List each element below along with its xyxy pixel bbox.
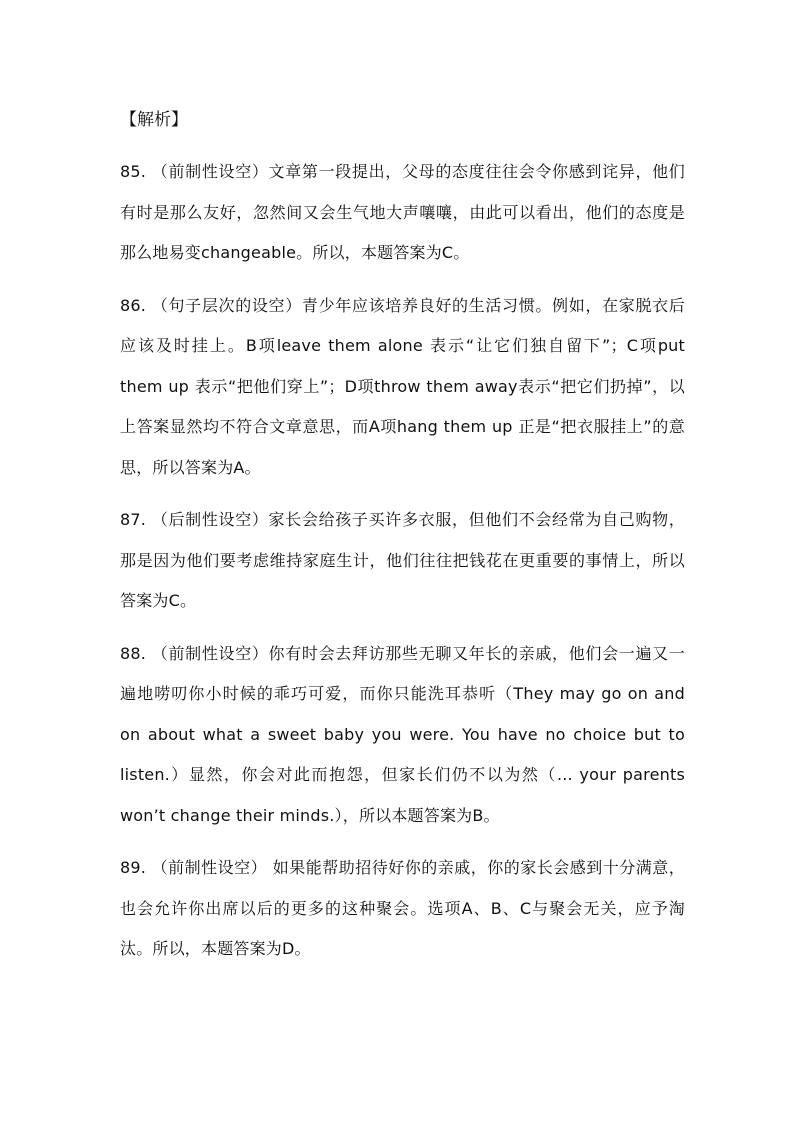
paragraph-85: 85. （前制性设空）文章第一段提出，父母的态度往往会令你感到诧异，他们有时是那么友好，忽然间又会生气地大声嚷嚷，由此可以看出，他们的态度是那么地易变changeable。所以，本题答案为C。 [120, 162, 685, 262]
analysis-heading: 【解析】 [120, 110, 188, 130]
paragraph-89: 89. （前制性设空） 如果能帮助招待好你的亲戚，你的家长会感到十分满意，也会允许你出席以后的更多的这种聚会。选项A、B、C与聚会无关，应予淘汰。所以，本题答案为D。 [120, 858, 685, 958]
paragraph-87: 87. （后制性设空）家长会给孩子买许多衣服，但他们不会经常为自己购物，那是因为他们要考虑维持家庭生计，他们往往把钱花在更重要的事情上，所以答案为C。 [120, 510, 685, 610]
document-page [120, 100, 685, 982]
paragraph-88: 88. （前制性设空）你有时会去拜访那些无聊又年长的亲戚，他们会一遍又一遍地唠叨你小时候的乖巧可爱，而你只能洗耳恭听（They may go on and on about what a sweet baby you were. You have no choice but to listen.）显然，你会对此而抱怨，但家长们仍不以为然（... your parents won’t change their minds.），所以本题答案为B。 [120, 643, 685, 825]
paragraph-86: 86. （句子层次的设空）青少年应该培养良好的生活习惯。例如，在家脱衣后应该及时挂上。B项leave them alone 表示“让它们独自留下”；C项put them up 表示“把他们穿上”；D项throw them away表示“把它们扔掉”，以上答案显然均不符合文章意思，而A项hang them up 正是“把衣服挂上”的意思，所以答案为A。 [120, 295, 685, 477]
